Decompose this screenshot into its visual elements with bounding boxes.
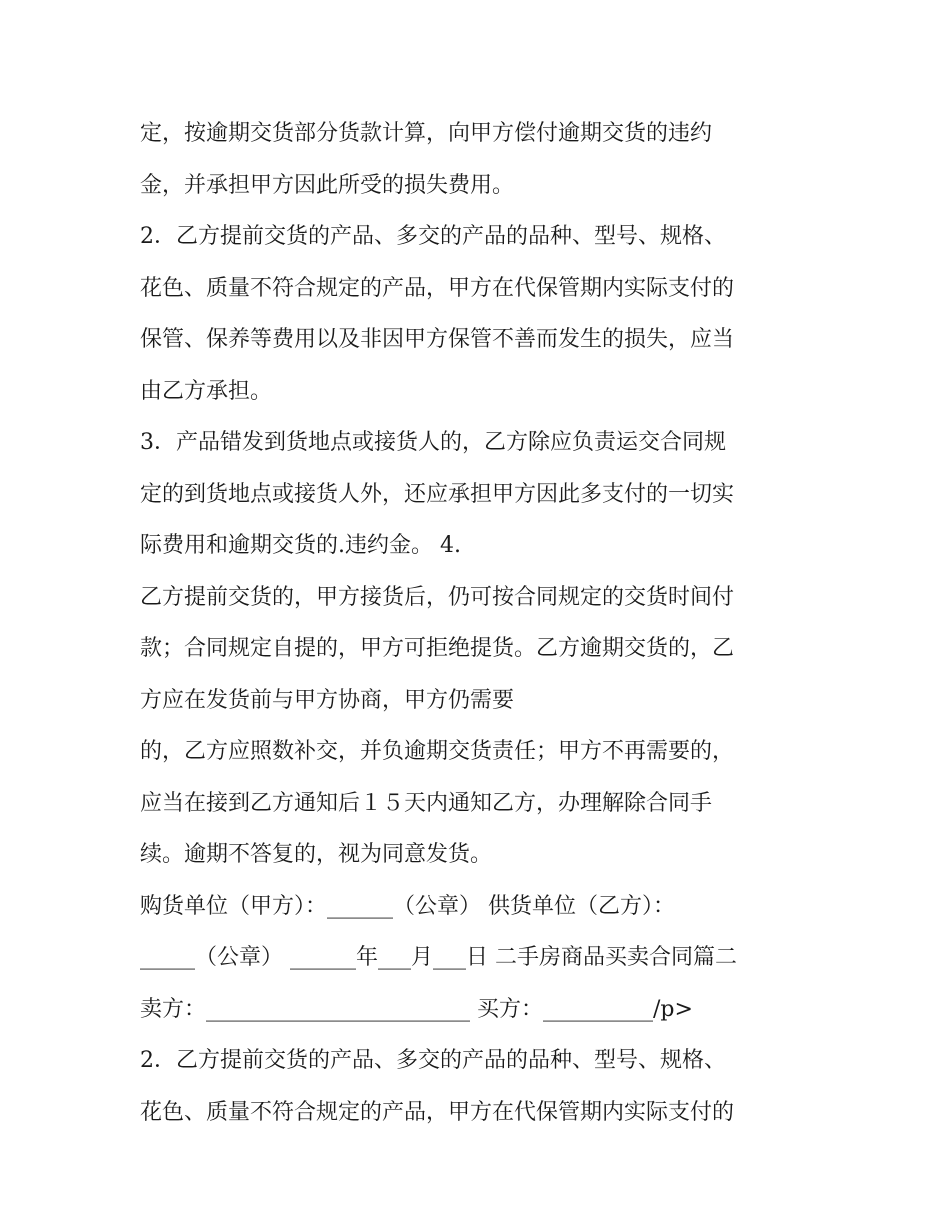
text-line: 乙方提前交货的，甲方接货后，仍可按合同规定的交货时间付 <box>140 584 735 610</box>
signature-line: _____（公章） ______年___月___日 二手房商品买卖合同篇二 <box>140 945 737 970</box>
text-line: 2．乙方提前交货的产品、多交的产品的品种、型号、规格、 <box>140 224 726 249</box>
text-line: 方应在发货前与甲方协商，甲方仍需要 <box>140 687 515 713</box>
text-line: 由乙方承担。 <box>140 378 273 404</box>
seller-buyer-line: 卖方：________________________ 买方：__________/p> <box>140 996 693 1022</box>
signature-line: 购货单位（甲方）：______（公章） 供货单位（乙方）： <box>140 893 675 919</box>
text-line: 保管、保养等费用以及非因甲方保管不善而发生的损失，应当 <box>140 327 735 352</box>
contract-text <box>140 108 820 1138</box>
text-line: 3．产品错发到货地点或接货人的，乙方除应负责运交合同规 <box>140 430 726 455</box>
text-line: 金，并承担甲方因此所受的损失费用。 <box>140 172 515 198</box>
text-line: 际费用和逾期交货的.违约金。 4. <box>140 533 461 558</box>
text-line: 花色、质量不符合规定的产品，甲方在代保管期内实际支付的 <box>140 275 735 301</box>
text-line: 款；合同规定自提的，甲方可拒绝提货。乙方逾期交货的，乙 <box>140 636 735 661</box>
text-line: 花色、质量不符合规定的产品，甲方在代保管期内实际支付的 <box>140 1099 735 1125</box>
text-line: 定，按逾期交货部分货款计算，向甲方偿付逾期交货的违约 <box>140 121 713 146</box>
text-line: 2．乙方提前交货的产品、多交的产品的品种、型号、规格、 <box>140 1048 726 1073</box>
text-line: 应当在接到乙方通知后１５天内通知乙方，办理解除合同手 <box>140 790 713 816</box>
text-line: 定的到货地点或接货人外，还应承担甲方因此多支付的一切实 <box>140 481 735 507</box>
text-line: 的，乙方应照数补交，并负逾期交货责任；甲方不再需要的， <box>140 739 735 764</box>
text-line: 续。逾期不答复的，视为同意发货。 <box>140 842 493 867</box>
